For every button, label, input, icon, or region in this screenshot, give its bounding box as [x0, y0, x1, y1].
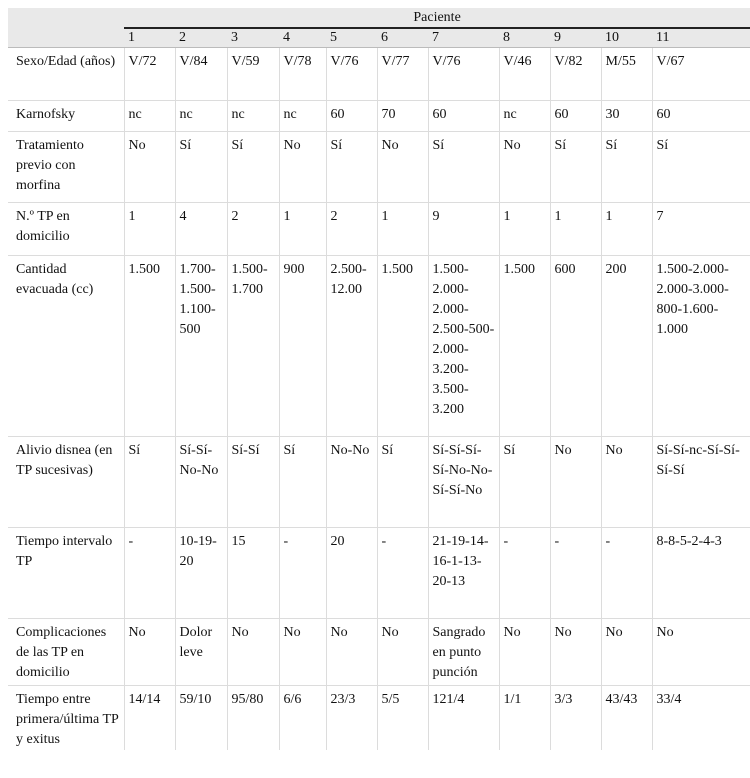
table-cell: 1.500: [499, 256, 550, 437]
table-cell: No: [550, 437, 601, 528]
table-cell: V/67: [652, 48, 750, 101]
table-row: [8, 48, 750, 101]
table-cell: 2.500-12.00: [326, 256, 377, 437]
table-cell: Sí: [499, 437, 550, 528]
table-cell: 200: [601, 256, 652, 437]
table-cell: V/84: [175, 48, 227, 101]
patient-number: 10: [601, 28, 652, 48]
table-cell: 4: [175, 203, 227, 256]
table-cell: No: [326, 619, 377, 686]
table-cell: 20: [326, 528, 377, 619]
patient-number: 2: [175, 28, 227, 48]
table-cell: Sí: [227, 132, 279, 203]
table-cell: Sangrado en punto punción: [428, 619, 499, 686]
row-label: Tiempo intervalo TP: [8, 528, 124, 619]
table-cell: 43/43: [601, 686, 652, 751]
table-cell: 15: [227, 528, 279, 619]
table-cell: 2: [326, 203, 377, 256]
table-cell: 95/80: [227, 686, 279, 751]
header-group-paciente: Paciente: [124, 8, 750, 28]
table-row: [8, 256, 750, 437]
table-row: [8, 528, 750, 619]
table-cell: 1.500-2.000-2.000-2.500-500-2.000-3.200-3.500-3.200: [428, 256, 499, 437]
row-label: Sexo/Edad (años): [8, 48, 124, 101]
table-cell: 70: [377, 101, 428, 132]
table-cell: nc: [175, 101, 227, 132]
table-cell: 23/3: [326, 686, 377, 751]
table-cell: 900: [279, 256, 326, 437]
table-cell: 1: [279, 203, 326, 256]
patient-number: 6: [377, 28, 428, 48]
table-cell: 600: [550, 256, 601, 437]
patient-number: 8: [499, 28, 550, 48]
table-cell: 121/4: [428, 686, 499, 751]
table-cell: Sí: [124, 437, 175, 528]
table-cell: No: [279, 132, 326, 203]
patient-number: 3: [227, 28, 279, 48]
row-label: N.º TP en domicilio: [8, 203, 124, 256]
table-cell: No: [124, 619, 175, 686]
table-cell: 60: [652, 101, 750, 132]
row-label: Alivio disnea (en TP sucesivas): [8, 437, 124, 528]
table-cell: No: [499, 132, 550, 203]
table-cell: 1.500: [124, 256, 175, 437]
table-cell: 1.500-1.700: [227, 256, 279, 437]
patient-table: [8, 8, 750, 750]
table-cell: Sí: [601, 132, 652, 203]
table-cell: No: [601, 619, 652, 686]
table-cell: Dolor leve: [175, 619, 227, 686]
patient-number: 11: [652, 28, 750, 48]
table-cell: 33/4: [652, 686, 750, 751]
table-cell: -: [601, 528, 652, 619]
table-cell: -: [279, 528, 326, 619]
table-cell: 1/1: [499, 686, 550, 751]
table-cell: 1: [124, 203, 175, 256]
table-row: [8, 132, 750, 203]
table-row: [8, 686, 750, 751]
table-cell: 30: [601, 101, 652, 132]
table-cell: 60: [550, 101, 601, 132]
table-cell: 9: [428, 203, 499, 256]
row-label: Karnofsky: [8, 101, 124, 132]
table-cell: Sí: [428, 132, 499, 203]
patient-number: 1: [124, 28, 175, 48]
table-cell: No: [601, 437, 652, 528]
table-cell: Sí: [652, 132, 750, 203]
table-cell: Sí-Sí: [227, 437, 279, 528]
table-cell: 59/10: [175, 686, 227, 751]
table-row: [8, 619, 750, 686]
table-cell: 1: [377, 203, 428, 256]
patient-number: 9: [550, 28, 601, 48]
table-cell: No: [377, 619, 428, 686]
table-cell: Sí: [550, 132, 601, 203]
table-row: [8, 203, 750, 256]
table-cell: 14/14: [124, 686, 175, 751]
table-cell: 1.700-1.500-1.100-500: [175, 256, 227, 437]
table-cell: 1: [550, 203, 601, 256]
table-cell: nc: [124, 101, 175, 132]
table-cell: No: [499, 619, 550, 686]
table-cell: -: [124, 528, 175, 619]
table-cell: 1: [499, 203, 550, 256]
table-cell: nc: [499, 101, 550, 132]
table-cell: 8-8-5-2-4-3: [652, 528, 750, 619]
table-cell: V/72: [124, 48, 175, 101]
table-cell: 60: [428, 101, 499, 132]
table-cell: No: [377, 132, 428, 203]
table-cell: nc: [227, 101, 279, 132]
row-label: Tratamiento previo con morfina: [8, 132, 124, 203]
table-cell: V/46: [499, 48, 550, 101]
table-cell: 2: [227, 203, 279, 256]
table-cell: No: [279, 619, 326, 686]
table-cell: V/59: [227, 48, 279, 101]
table-cell: No: [652, 619, 750, 686]
table-cell: Sí: [175, 132, 227, 203]
table-cell: No: [227, 619, 279, 686]
table-cell: V/77: [377, 48, 428, 101]
table-row: [8, 101, 750, 132]
table-cell: 10-19-20: [175, 528, 227, 619]
table-cell: Sí-Sí-nc-Sí-Sí-Sí-Sí: [652, 437, 750, 528]
table-cell: 1.500-2.000-2.000-3.000-800-1.600-1.000: [652, 256, 750, 437]
table-cell: No: [550, 619, 601, 686]
table-cell: 7: [652, 203, 750, 256]
table-cell: -: [377, 528, 428, 619]
table-row: [8, 437, 750, 528]
table-cell: No-No: [326, 437, 377, 528]
table-cell: Sí-Sí-Sí-Sí-No-No-Sí-Sí-No: [428, 437, 499, 528]
row-label: Complicaciones de las TP en domicilio: [8, 619, 124, 686]
table-cell: V/76: [326, 48, 377, 101]
header-stub: [8, 8, 124, 28]
table-cell: 1.500: [377, 256, 428, 437]
table-cell: 6/6: [279, 686, 326, 751]
table-cell: No: [124, 132, 175, 203]
table-cell: Sí: [377, 437, 428, 528]
table-cell: Sí: [279, 437, 326, 528]
table-cell: 21-19-14-16-1-13-20-13: [428, 528, 499, 619]
table-cell: M/55: [601, 48, 652, 101]
header-stub-2: [8, 28, 124, 48]
table-cell: 1: [601, 203, 652, 256]
patient-number: 4: [279, 28, 326, 48]
table-cell: -: [499, 528, 550, 619]
row-label: Tiempo entre primera/última TP y exitus: [8, 686, 124, 751]
table-cell: V/82: [550, 48, 601, 101]
table-cell: -: [550, 528, 601, 619]
table-cell: 60: [326, 101, 377, 132]
table-cell: V/76: [428, 48, 499, 101]
table-cell: V/78: [279, 48, 326, 101]
table-cell: 3/3: [550, 686, 601, 751]
table-cell: Sí-Sí-No-No: [175, 437, 227, 528]
patient-number: 5: [326, 28, 377, 48]
row-label: Cantidad evacuada (cc): [8, 256, 124, 437]
patient-number: 7: [428, 28, 499, 48]
table-cell: 5/5: [377, 686, 428, 751]
table-cell: Sí: [326, 132, 377, 203]
table-cell: nc: [279, 101, 326, 132]
